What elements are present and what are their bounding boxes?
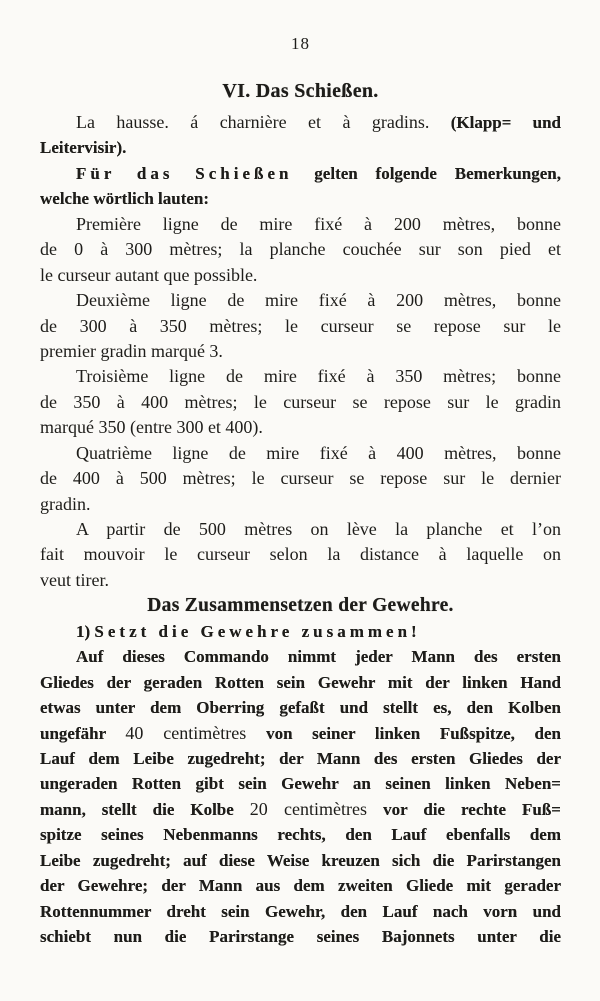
text-segment: premier gradin marqué 3. — [40, 340, 223, 361]
text-segment: welche wörtlich lauten: — [40, 189, 210, 209]
text-line — [40, 415, 561, 440]
text-segment: le curseur autant que possible. — [40, 264, 258, 285]
text-segment: Für das Schießen — [76, 163, 315, 183]
paragraph — [40, 288, 561, 364]
text-line — [40, 492, 561, 517]
text-segment: ungeraden Rotten gibt sein Gewehr an seinen linken Neben= — [40, 774, 561, 794]
page-number: 18 — [291, 34, 310, 53]
text-line — [40, 110, 561, 135]
text-line — [40, 644, 561, 669]
text-segment: 20 centimètres — [249, 798, 384, 819]
text-flow — [40, 78, 561, 949]
text-segment: marqué 350 (entre 300 et 400). — [40, 417, 263, 438]
text-segment: Première ligne de mire fixé à 200 mètres, bonne — [76, 213, 561, 234]
text-segment: Leitervisir). — [40, 138, 127, 158]
text-line — [40, 263, 561, 288]
text-segment: Auf dieses Commando nimmt jeder Mann des ersten — [76, 647, 561, 667]
text-segment: Lauf dem Leibe zugedreht; der Mann des ersten Gliedes der — [40, 748, 561, 768]
text-line — [40, 848, 561, 873]
paragraph — [40, 110, 561, 161]
text-segment: Troisième ligne de mire fixé à 350 mètres; bonne — [76, 366, 561, 387]
text-segment: spitze seines Nebenmanns rechts, den Lauf ebenfalls dem — [40, 825, 561, 845]
text-segment: Quatrième ligne de mire fixé à 400 mètres, bonne — [76, 442, 561, 463]
text-line — [40, 822, 561, 847]
text-line — [40, 670, 561, 695]
paragraph — [40, 364, 561, 440]
paragraph — [40, 212, 561, 288]
section-heading: Das Zusammensetzen der Gewehre. — [147, 595, 454, 617]
text-segment: etwas unter dem Oberring gefaßt und stellt es, den Kolben — [40, 698, 561, 718]
text-segment: von seiner linken Fußspitze, den — [266, 723, 561, 743]
text-segment: (Klapp= und — [450, 113, 561, 132]
text-segment: Gliedes der geraden Rotten sein Gewehr mit der linken Hand — [40, 672, 561, 692]
text-segment: fait mouvoir le curseur selon la distance à laquelle on — [40, 544, 561, 565]
chapter-heading: VI. Das Schießen. — [222, 80, 379, 102]
text-segment: Leibe zugedreht; auf diese Weise kreuzen sich die Parirstangen — [40, 850, 561, 870]
paragraph — [40, 161, 561, 212]
text-line — [40, 237, 561, 262]
text-line — [40, 899, 561, 924]
text-segment: La hausse. á charnière et à gradins. — [76, 112, 451, 132]
text-segment: 1) — [76, 621, 95, 641]
text-segment: veut tirer. — [40, 569, 109, 590]
text-line — [40, 314, 561, 339]
text-segment: de 350 à 400 mètres; le curseur se repose sur le gradin — [40, 391, 561, 412]
text-line — [40, 924, 561, 949]
text-line — [40, 568, 561, 593]
text-segment: A partir de 500 mètres on lève la planche et l’on — [76, 519, 561, 539]
text-line — [40, 517, 561, 542]
text-segment: mann, stellt die Kolbe — [40, 799, 250, 819]
text-segment: Deuxième ligne de mire fixé à 200 mètres, bonne — [76, 290, 561, 311]
text-segment: der Gewehre; der Mann aus dem zweiten Gliede mit gerader — [40, 876, 561, 896]
text-line — [40, 542, 561, 567]
text-line — [40, 364, 561, 389]
paragraph — [40, 441, 561, 517]
text-segment: gradin. — [40, 493, 91, 514]
text-line — [40, 390, 561, 415]
text-segment: 40 centimètres — [125, 722, 267, 743]
text-segment: de 300 à 350 mètres; le curseur se repose sur le — [40, 315, 561, 336]
text-segment: ungefähr — [40, 723, 126, 743]
paragraph — [40, 619, 561, 644]
text-segment: gelten folgende Bemerkungen, — [314, 163, 561, 183]
text-segment: de 400 à 500 mètres; le curseur se repose sur le dernier — [40, 468, 561, 489]
text-line — [40, 186, 561, 211]
text-segment: Setzt die Gewehre zusammen! — [94, 621, 421, 641]
text-line — [40, 695, 561, 720]
paragraph — [40, 517, 561, 593]
text-segment: Rottennummer dreht sein Gewehr, den Lauf nach vorn und — [40, 901, 561, 921]
text-line — [40, 619, 561, 644]
text-line — [40, 212, 561, 237]
text-line — [40, 746, 561, 771]
text-segment: schiebt nun die Parirstange seines Bajonnets unter die — [40, 927, 561, 946]
text-line — [40, 288, 561, 313]
text-segment: vor die rechte Fuß= — [383, 799, 561, 819]
text-line — [40, 466, 561, 491]
text-line — [40, 441, 561, 466]
paragraph — [40, 644, 561, 949]
text-segment: de 0 à 300 mètres; la planche couchée sur son pied et — [40, 239, 561, 260]
text-line — [40, 721, 561, 746]
text-line — [40, 161, 561, 186]
text-line — [40, 873, 561, 898]
text-line — [40, 339, 561, 364]
text-line — [40, 797, 561, 822]
text-line — [40, 135, 561, 160]
text-line — [40, 771, 561, 796]
